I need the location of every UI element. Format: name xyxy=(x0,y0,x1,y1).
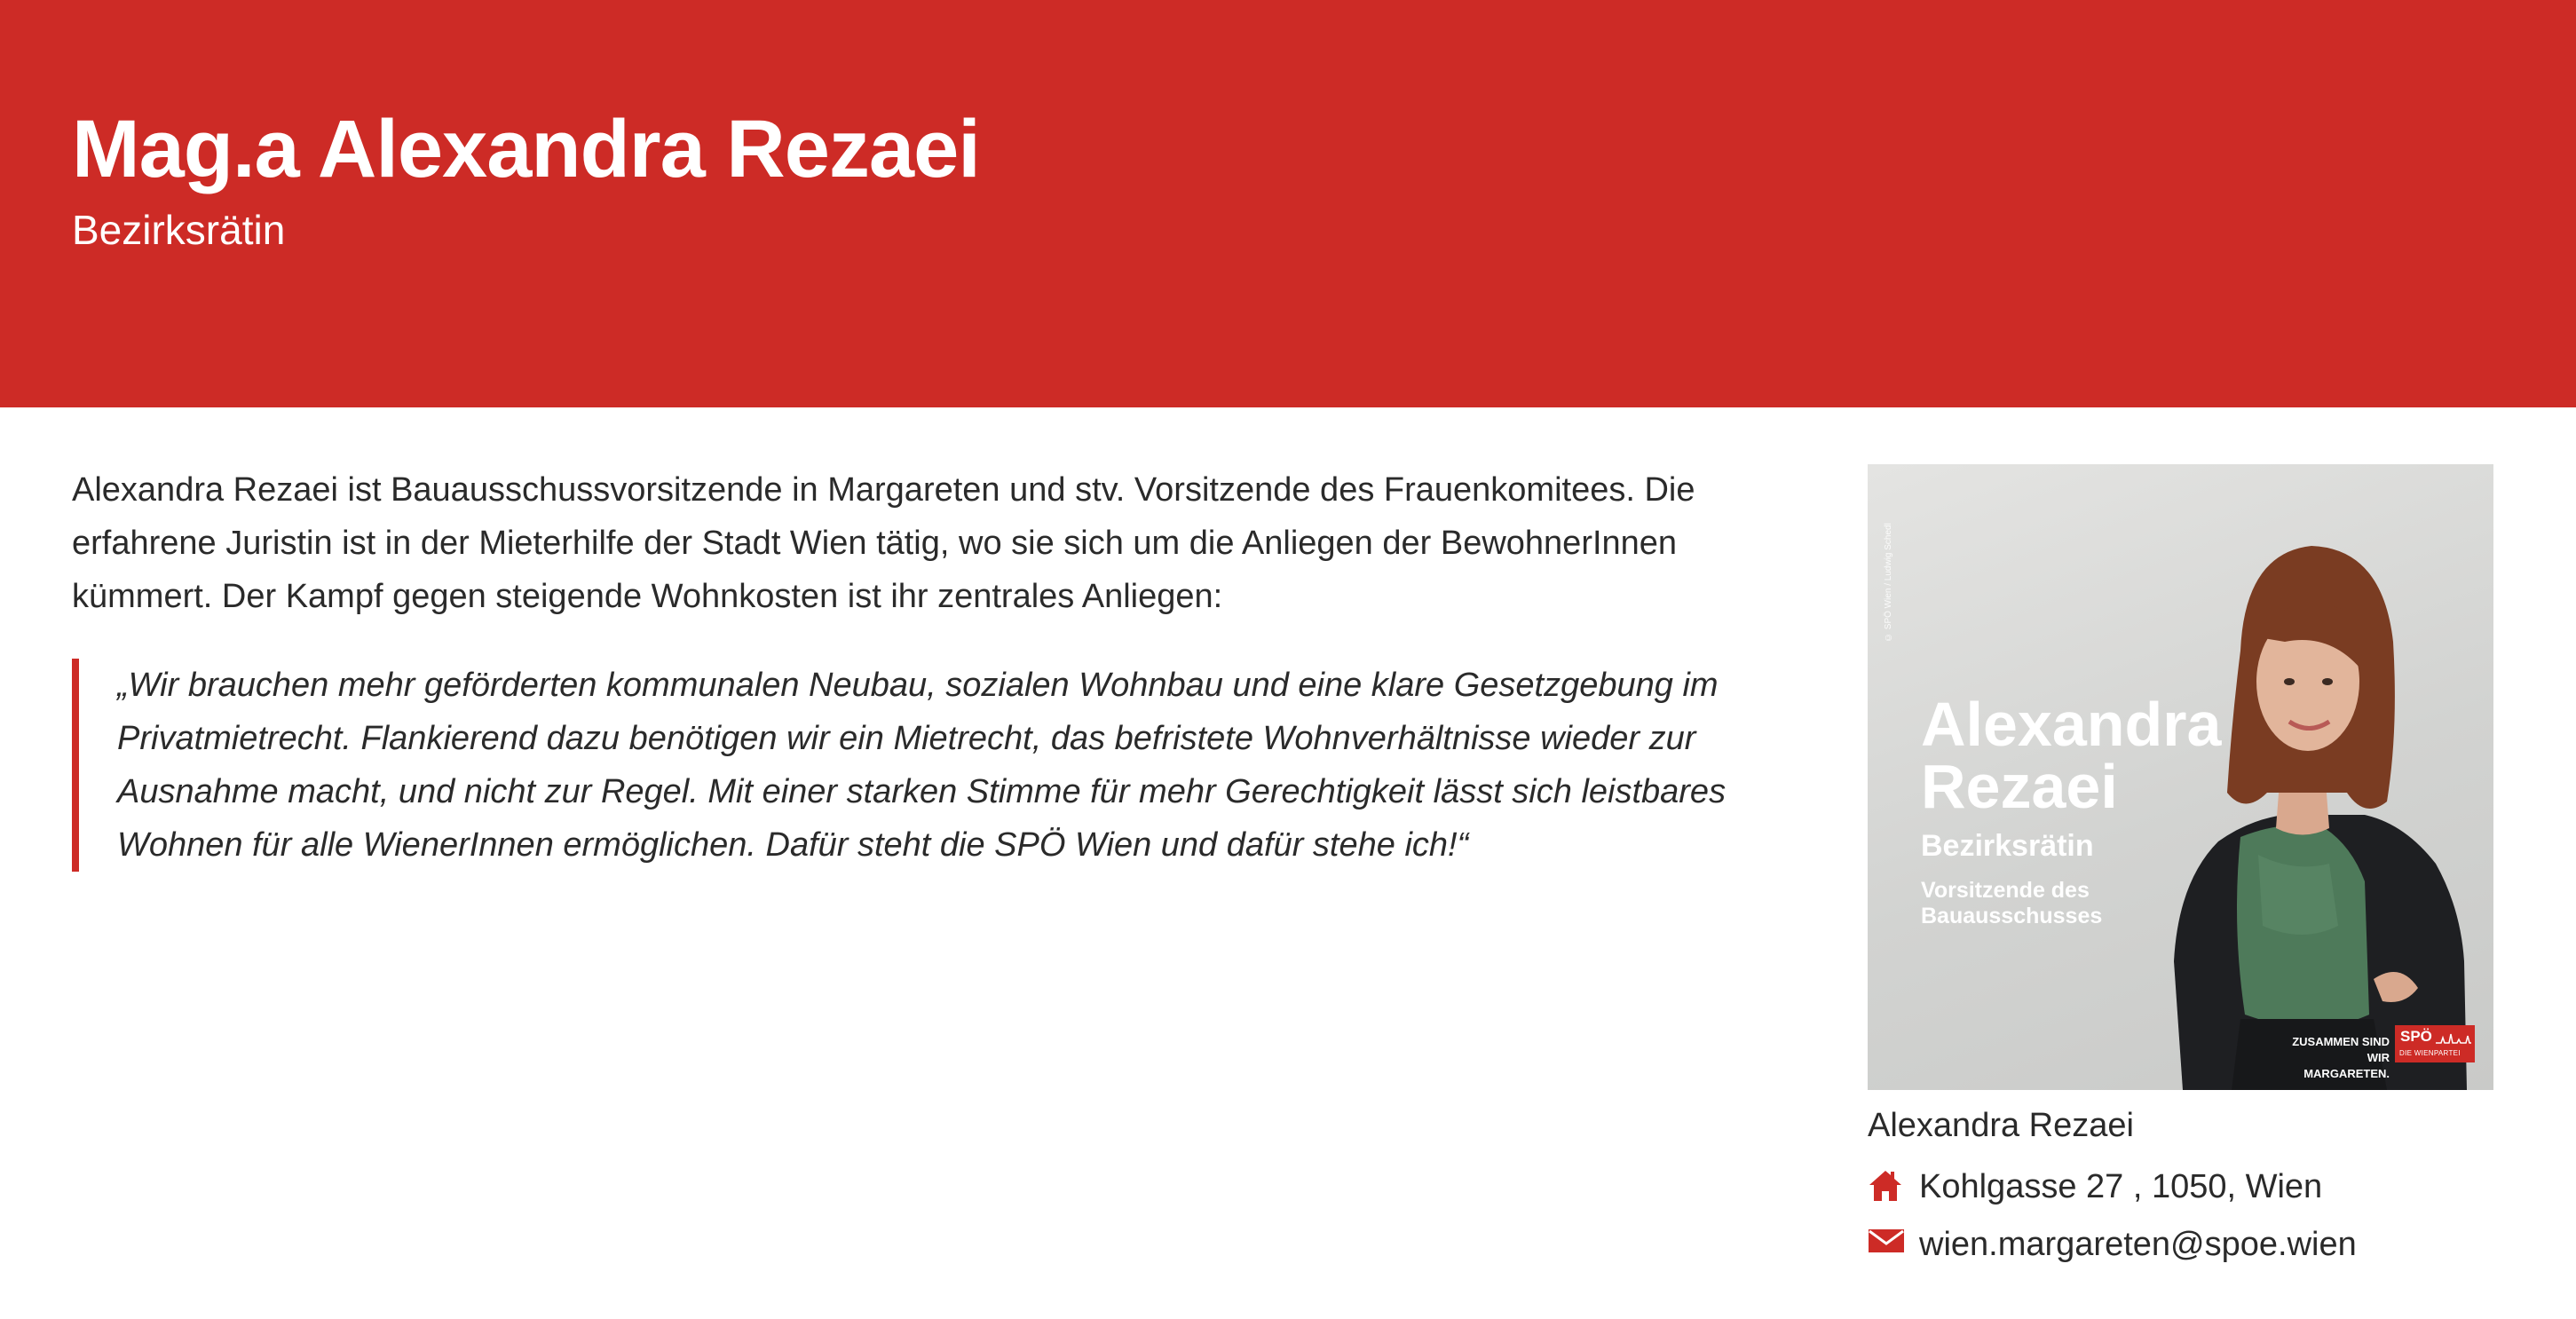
skyline-icon xyxy=(2436,1031,2471,1047)
logo-subtext: DIE WIENPARTEI xyxy=(2399,1049,2461,1057)
quote-text: „Wir brauchen mehr geförderten kommunalen Neubau, sozialen Wohnbau und eine klare Gesetzgebung im Privatmietrecht. Flankierend dazu benötigen wir ein Mietrecht, das befristete Wohnverhältnisse wieder zur Ausnahme macht, und nicht zur Regel. Mit einer starken Stimme für mehr Gerechtigkeit lässt sich leistbares Wohnen für alle WienerInnen ermöglichen. Dafür steht die SPÖ Wien und dafür stehe ich!“ xyxy=(117,667,1727,864)
photo-credit: © SPÖ Wien / Ludwig Schedl xyxy=(1884,523,1893,642)
poster-slogan: ZUSAMMEN SIND WIR MARGARETEN. xyxy=(2292,1035,2390,1080)
poster-subtitle: Vorsitzende des Bauausschusses xyxy=(1921,878,2103,928)
email-link[interactable]: wien.margareten@spoe.wien xyxy=(1919,1226,2357,1263)
intro-paragraph: Alexandra Rezaei ist Bauausschussvorsitzende in Margareten und stv. Vorsitzende des Frauenkomitees. Die erfahrene Juristin ist in der Mieterhilfe der Stadt Wien tätig, wo sie sich um die Anliegen der BewohnerInnen kümmert. Der Kampf gegen steigende Wohnkosten ist ihr zentrales Anliegen: xyxy=(72,471,1695,615)
logo-text: SPÖ xyxy=(2400,1028,2432,1045)
envelope-icon xyxy=(1868,1227,1905,1255)
contact-name: Alexandra Rezaei xyxy=(1868,1107,2134,1144)
page-title: Mag.a Alexandra Rezaei xyxy=(72,104,980,194)
address-text: Kohlgasse 27 , 1050, Wien xyxy=(1919,1168,2323,1205)
page-subtitle: Bezirksrätin xyxy=(72,207,286,253)
home-icon xyxy=(1868,1169,1903,1203)
portrait-image xyxy=(1868,464,2493,1090)
page-header xyxy=(0,0,2576,407)
poster-role: Bezirksrätin xyxy=(1921,829,2094,863)
spoe-logo xyxy=(2395,1025,2475,1062)
quote-block xyxy=(72,659,1812,872)
poster-name: Alexandra Rezaei xyxy=(1921,690,2222,821)
